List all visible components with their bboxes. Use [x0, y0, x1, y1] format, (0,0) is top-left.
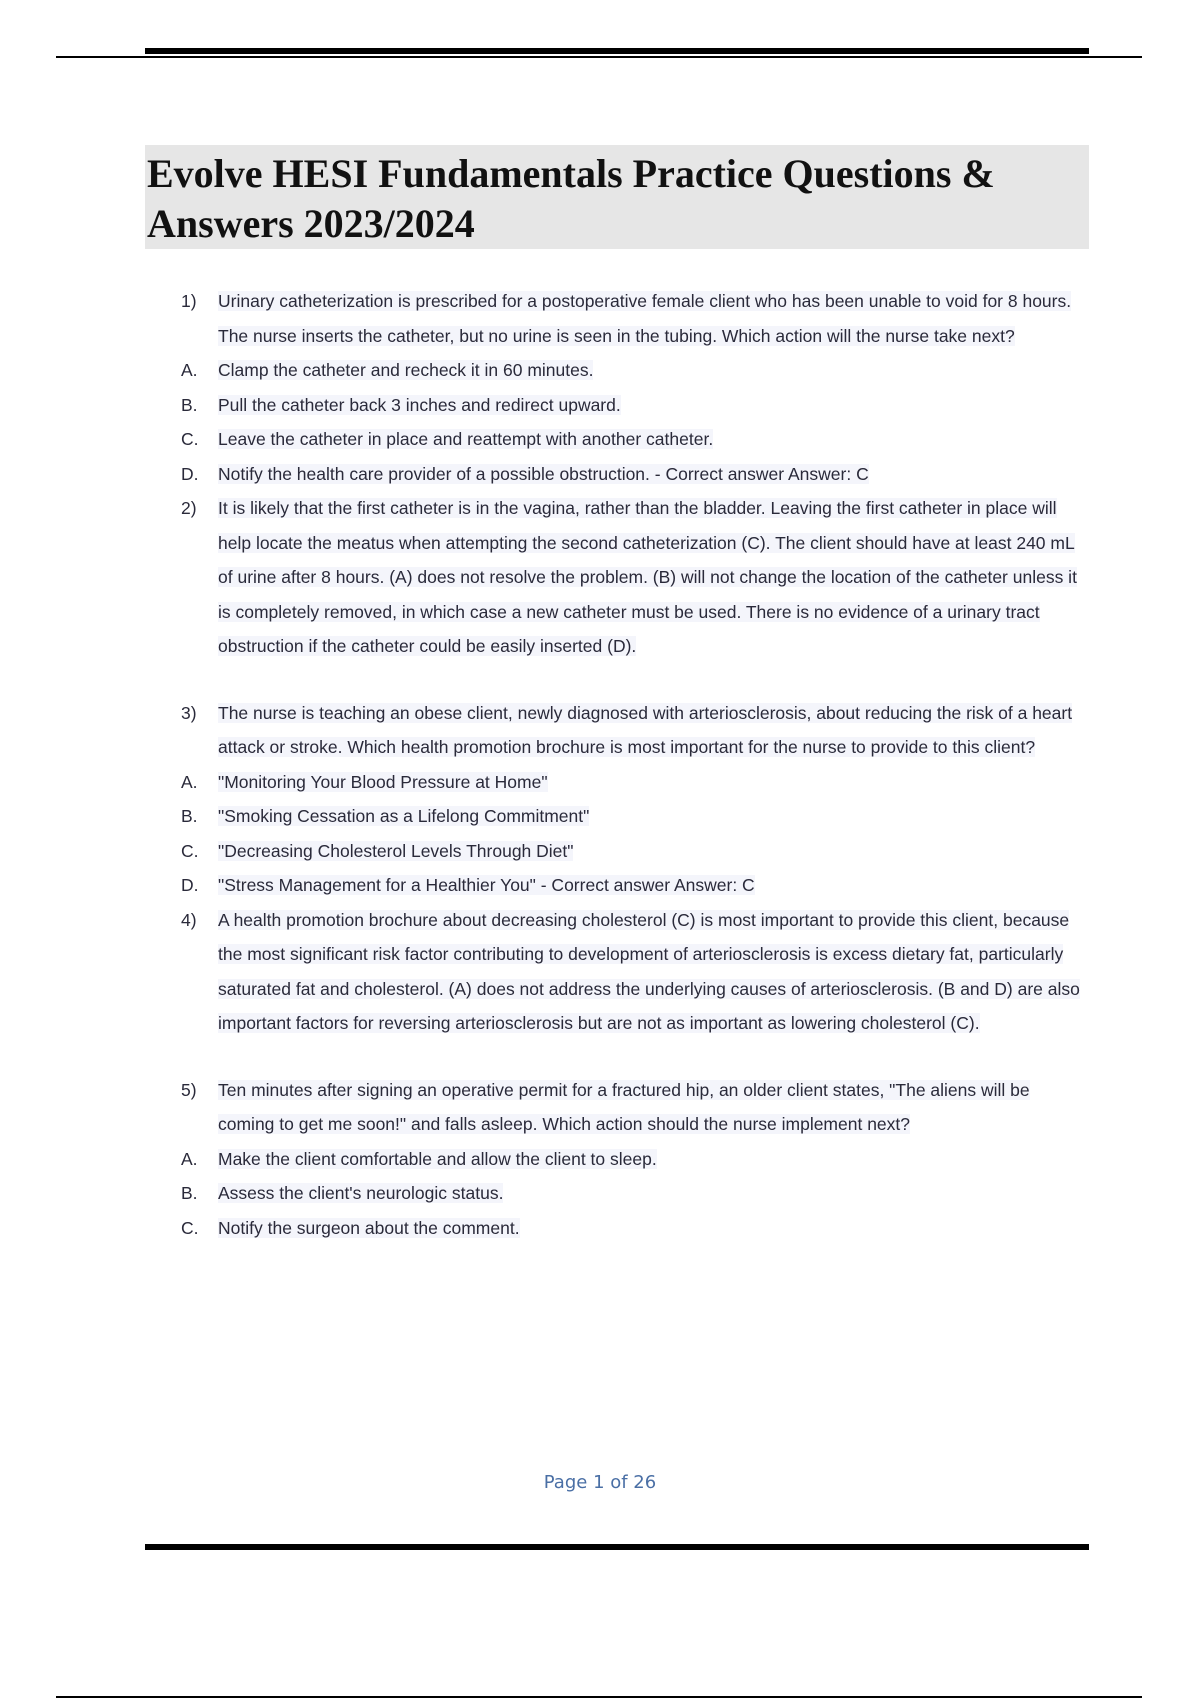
option-d — [145, 868, 1089, 903]
option-c — [145, 422, 1089, 457]
question-text: The nurse is teaching an obese client, newly diagnosed with arteriosclerosis, about reducing the risk of a heart attack or stroke. Which health promotion brochure is most important for the nurse to provide to this client? — [218, 702, 1073, 757]
option-letter: C. — [181, 840, 199, 861]
option-text: Leave the catheter in place and reattempt with another catheter. — [218, 429, 714, 449]
rationale-text: It is likely that the first catheter is in the vagina, rather than the bladder. Leaving the first catheter in place will help locate the meatus when attempting the second catheterization (C). The client should have at least 240 mL of urine after 8 hours. (A) does not resolve the problem. (B) will not change the location of the catheter unless it is completely removed, in which case a new catheter must be used. There is no evidence of a urinary tract obstruction if the catheter could be easily inserted (D). — [218, 498, 1077, 656]
option-text: "Stress Management for a Healthier You" - Correct answer Answer: C — [218, 875, 755, 895]
option-d — [145, 457, 1089, 492]
option-letter: C. — [181, 1217, 199, 1238]
question-item — [145, 1073, 1089, 1142]
option-b — [145, 1176, 1089, 1211]
option-text: Clamp the catheter and recheck it in 60 minutes. — [218, 360, 594, 380]
answer-options — [145, 1142, 1089, 1246]
answer-options — [145, 765, 1089, 903]
option-a — [145, 1142, 1089, 1177]
question-item — [145, 903, 1089, 1041]
document-title: Evolve HESI Fundamentals Practice Questions & Answers 2023/2024 — [147, 151, 995, 246]
option-a — [145, 765, 1089, 800]
rationale-text: A health promotion brochure about decreasing cholesterol (C) is most important to provide this client, because the most significant risk factor contributing to development of arteriosclerosis is excess dietary fat, particularly saturated fat and cholesterol. (A) does not address the underlying causes of arteriosclerosis. (B and D) are also important factors for reversing arteriosclerosis but are not as important as lowering cholesterol (C). — [218, 909, 1080, 1033]
option-c — [145, 834, 1089, 869]
spacer — [145, 1041, 1089, 1073]
option-letter: B. — [181, 394, 198, 415]
option-c — [145, 1211, 1089, 1246]
question-item — [145, 491, 1089, 664]
answer-options — [145, 353, 1089, 491]
option-text: Make the client comfortable and allow the client to sleep. — [218, 1148, 657, 1169]
question-number: 3) — [181, 702, 197, 723]
option-b — [145, 799, 1089, 834]
question-item — [145, 696, 1089, 765]
option-letter: D. — [181, 463, 199, 484]
title-block — [145, 145, 1089, 249]
question-list — [145, 284, 1089, 1245]
option-text: Assess the client's neurologic status. — [218, 1183, 504, 1203]
option-text: "Decreasing Cholesterol Levels Through Diet" — [218, 840, 574, 861]
question-text: Urinary catheterization is prescribed for a postoperative female client who has been unable to void for 8 hours. The nurse inserts the catheter, but no urine is seen in the tubing. Which action will the nurse take next? — [218, 291, 1072, 346]
option-letter: B. — [181, 1183, 198, 1203]
page-number: Page 1 of 26 — [543, 1472, 657, 1493]
option-text: Notify the surgeon about the comment. — [218, 1217, 520, 1238]
option-text: Notify the health care provider of a possible obstruction. - Correct answer Answer: C — [218, 463, 869, 484]
header-rule-thick — [145, 48, 1089, 54]
option-a — [145, 353, 1089, 388]
footer-rule-thick — [145, 1544, 1089, 1550]
option-text: "Smoking Cessation as a Lifelong Commitment" — [218, 806, 590, 826]
footer-rule-thin — [56, 1696, 1142, 1698]
question-number: 5) — [181, 1079, 197, 1100]
spacer — [145, 664, 1089, 696]
question-number: 2) — [181, 498, 197, 518]
question-item — [145, 284, 1089, 353]
option-text: "Monitoring Your Blood Pressure at Home" — [218, 771, 548, 792]
header-rule-thin — [56, 56, 1142, 58]
option-text: Pull the catheter back 3 inches and redirect upward. — [218, 394, 621, 415]
option-letter: C. — [181, 429, 199, 449]
option-letter: A. — [181, 360, 198, 380]
option-b — [145, 388, 1089, 423]
option-letter: D. — [181, 875, 199, 895]
question-number: 1) — [181, 291, 197, 311]
option-letter: B. — [181, 806, 198, 826]
question-text: Ten minutes after signing an operative permit for a fractured hip, an older client states, "The aliens will be coming to get me soon!" and falls asleep. Which action should the nurse implement next? — [218, 1079, 1030, 1134]
option-letter: A. — [181, 1148, 198, 1169]
option-letter: A. — [181, 771, 198, 792]
question-number: 4) — [181, 909, 197, 930]
